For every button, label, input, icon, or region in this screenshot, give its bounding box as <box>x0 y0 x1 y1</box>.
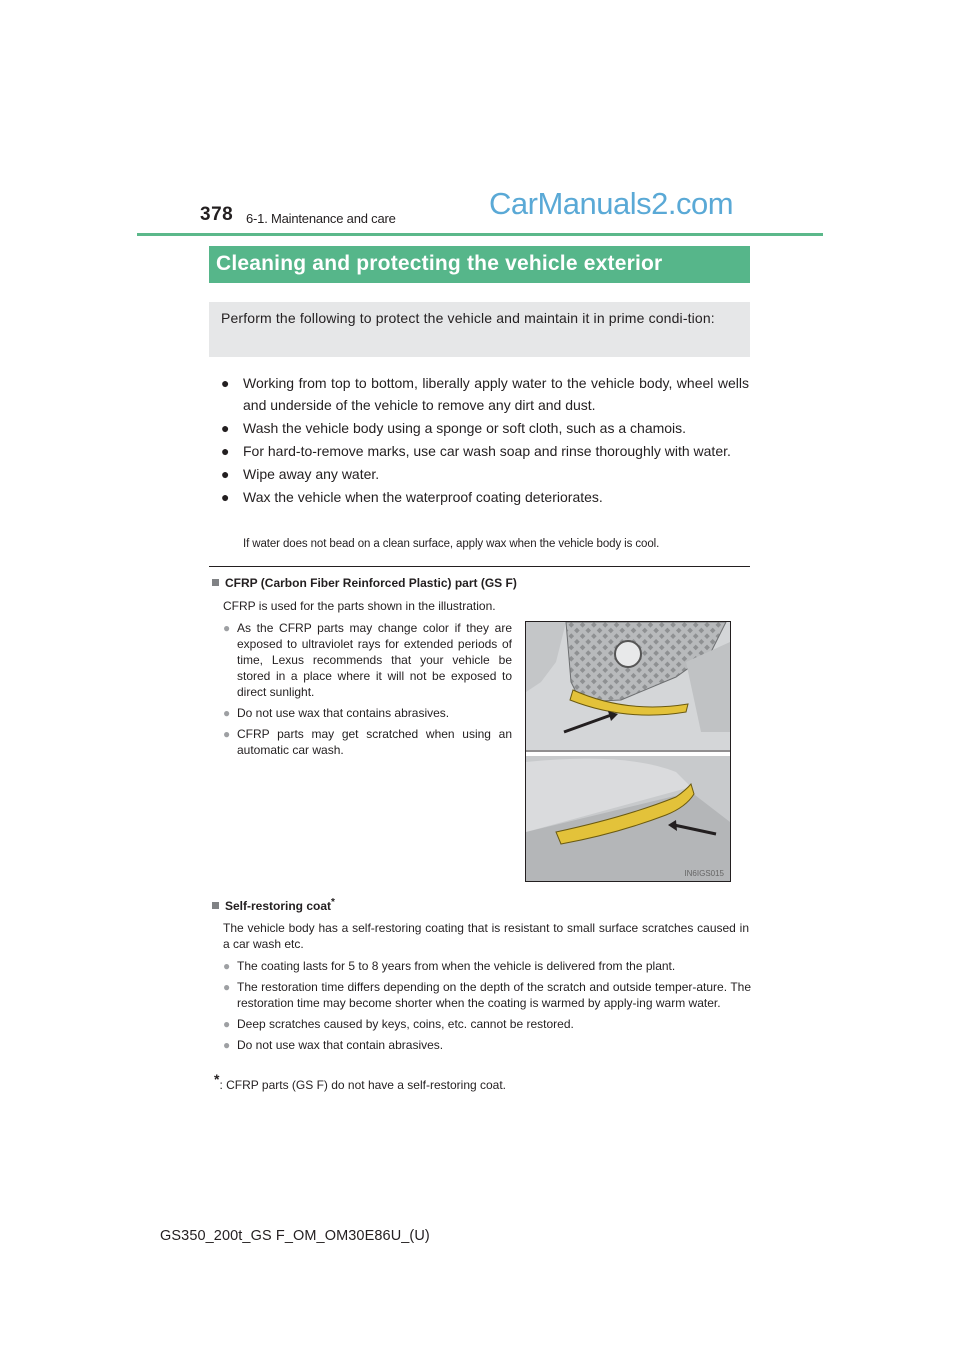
list-item: ● Wash the vehicle body using a sponge or soft cloth, such as a chamois. <box>221 417 749 439</box>
bullet-icon: ● <box>221 375 230 391</box>
square-bullet-icon <box>212 902 219 909</box>
intro-box: Perform the following to protect the vehicle and maintain it in prime condi-tion: <box>209 302 750 357</box>
list-item: ● Working from top to bottom, liberally apply water to the vehicle body, wheel wells and underside of the vehicle to remove any dirt and dust. <box>221 372 749 416</box>
list-item: ● Wax the vehicle when the waterproof coating deteriorates. <box>221 486 749 508</box>
cfrp-illustration <box>525 621 731 882</box>
footer-doc-code: GS350_200t_GS F_OM_OM30E86U_(U) <box>160 1228 430 1244</box>
circle-bullet-icon: ● <box>223 1017 231 1031</box>
circle-bullet-icon: ● <box>223 706 231 720</box>
figure-label: IN6IGS015 <box>684 869 724 878</box>
section-divider <box>209 566 750 567</box>
list-item: ● Wipe away any water. <box>221 463 749 485</box>
circle-bullet-icon: ● <box>223 727 231 741</box>
self-restoring-heading: Self-restoring coat* <box>212 897 335 913</box>
bullet-icon: ● <box>221 489 230 505</box>
cfrp-list <box>223 620 512 763</box>
asterisk-mark: * <box>331 897 335 908</box>
self-restoring-list <box>223 958 751 1058</box>
list-item: ● Do not use wax that contain abrasives. <box>223 1038 444 1052</box>
circle-bullet-icon: ● <box>223 1038 231 1052</box>
circle-bullet-icon: ● <box>223 621 231 635</box>
watermark-link[interactable]: CarManuals2.com <box>489 186 734 221</box>
section-label: 6-1. Maintenance and care <box>246 211 396 226</box>
footnote: *: CFRP parts (GS F) do not have a self-restoring coat. <box>214 1071 507 1092</box>
asterisk-mark: * <box>214 1071 220 1087</box>
list-item: ● CFRP parts may get scratched when using an automatic car wash. <box>223 727 512 757</box>
page-title: Cleaning and protecting the vehicle exterior <box>216 252 663 275</box>
list-item: ● For hard-to-remove marks, use car wash soap and rinse thoroughly with water. <box>221 440 749 462</box>
list-item: ● Deep scratches caused by keys, coins, etc. cannot be restored. <box>223 1017 574 1031</box>
bullet-list <box>221 372 749 509</box>
page-number: 378 <box>200 204 234 225</box>
list-item: ● As the CFRP parts may change color if they are exposed to ultraviolet rays for extended periods of time, Lexus recommends that your vehicle be stored in a place where it will not be exposed to direct sunlight. <box>223 621 512 699</box>
list-item: ● The coating lasts for 5 to 8 years from when the vehicle is delivered from the plant. <box>223 959 676 973</box>
square-bullet-icon <box>212 579 219 586</box>
cfrp-heading: CFRP (Carbon Fiber Reinforced Plastic) part (GS F) <box>212 576 517 590</box>
title-bar <box>209 246 750 283</box>
bullet-icon: ● <box>221 420 230 436</box>
circle-bullet-icon: ● <box>223 959 231 973</box>
list-item: ● Do not use wax that contains abrasives. <box>223 706 450 720</box>
list-item: ● The restoration time differs depending on the depth of the scratch and outside temper-ature. The restoration time may become shorter when the coating is warmed by apply-ing warm water. <box>223 980 751 1010</box>
bullet-icon: ● <box>221 443 230 459</box>
self-restoring-description: The vehicle body has a self-restoring coating that is resistant to small surface scratches caused in a car wash etc. <box>223 921 749 951</box>
circle-bullet-icon: ● <box>223 980 231 994</box>
header-rule <box>137 233 823 236</box>
cfrp-description: CFRP is used for the parts shown in the illustration. <box>223 599 496 613</box>
bullet-note: If water does not bead on a clean surface, apply wax when the vehicle body is cool. <box>243 538 660 550</box>
bullet-icon: ● <box>221 466 230 482</box>
car-parts-illustration <box>526 622 730 881</box>
